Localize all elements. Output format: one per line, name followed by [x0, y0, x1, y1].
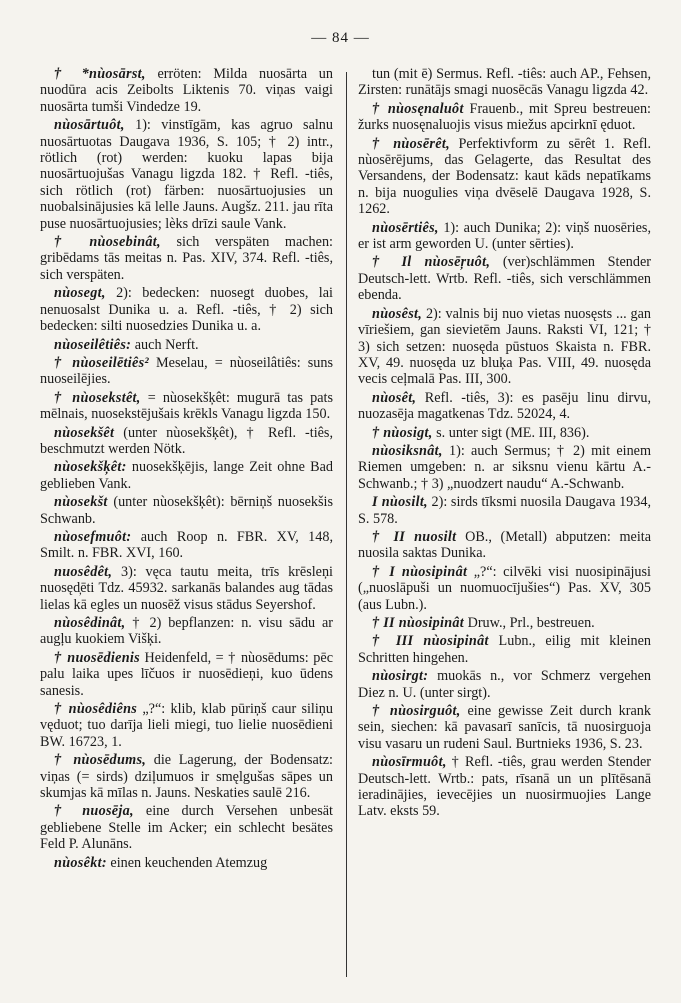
entry-headword: nùosārtuôt, [54, 117, 125, 134]
dictionary-entry [358, 494, 651, 527]
dictionary-entry [358, 615, 651, 631]
dictionary-entry [358, 220, 651, 253]
dictionary-entry [358, 390, 651, 423]
dictionary-entry [40, 390, 333, 423]
entry-definition: eine gewisse Zeit durch krank sein, siechen: kā pavasarī sanīcis, tā nuosirguoja visu vasaru un rudeni Saul. Burtnieks 1936, S. 23. [358, 703, 651, 752]
dictionary-entry [358, 136, 651, 218]
entry-headword: † nùosirguôt, [372, 703, 461, 720]
dictionary-entry [358, 425, 651, 441]
entry-definition: 2): bedecken: nuosegt duobes, lai nenuosalst Dunika u. a. Refl. -tiês, † 2) sich bedecken: silti nuosedzies Dunika u. a. [40, 285, 333, 335]
dictionary-entry [358, 754, 651, 820]
left-column [40, 66, 333, 873]
entry-headword: nùosefmuôt: [54, 528, 132, 545]
entry-headword: nùosekšķêt: [54, 459, 127, 476]
entry-definition: „?“: cilvēki visi nuosipinājusi („nuoslāpuši un nuomuocījušies“) Pas. XV, 305 (aus Lubn.). [358, 563, 651, 613]
entry-definition: Druw., Prl., bestreuen. [464, 615, 595, 631]
entry-headword: nùosērtiês, [372, 219, 439, 236]
dictionary-entry [40, 701, 333, 750]
entry-headword: † II nuosilt [372, 528, 457, 545]
column-divider [346, 72, 347, 977]
entry-headword: † nùosebinât, [54, 234, 161, 251]
dictionary-entry [40, 425, 333, 458]
entry-headword: nùosirgt: [372, 668, 429, 685]
dictionary-entry [40, 752, 333, 801]
dictionary-entry [40, 564, 333, 613]
entry-headword: † nuosēdienis [54, 649, 140, 666]
entry-definition: Heidenfeld, = † nùosēdums: pēc palu laika upes līčuos ir nuosēdieņi, kuo ūdens sanesis. [40, 649, 333, 699]
entry-headword: † nùosekstêt, [54, 389, 141, 406]
entry-definition: die Lagerung, der Bodensatz: viņas (= sirds) dziļumuos ir smęlgušas sāpes un skumjas kā mīlas n. Jauns. Neskaties saulē 216. [40, 752, 333, 802]
entry-headword: † nùosęnaluôt [372, 100, 464, 117]
dictionary-entry [358, 254, 651, 303]
dictionary-entry [358, 703, 651, 752]
dictionary-entry [358, 633, 651, 666]
dictionary-entry [40, 855, 333, 871]
entry-definition: Lubn., eilig mit kleinen Schritten hingehen. [358, 633, 651, 666]
entry-headword: † I nùosipinât [372, 563, 468, 580]
entry-definition: erröten: Milda nuosārta un nuodūra acis Zeibolts Liktenis 70. viņas vaigi nuosārta tumši Vindedze 19. [40, 66, 333, 115]
entry-definition: s. unter sigt (ME. III, 836). [432, 424, 590, 441]
dictionary-entry [40, 459, 333, 492]
entry-definition: muokās n., vor Schmerz vergehen Diez n. U. (unter sirgt). [358, 668, 651, 701]
dictionary-entry [40, 337, 333, 353]
entry-definition: 1): auch Dunika; 2): viņš nuosēries, er ist arm geworden U. (unter sērties). [358, 219, 651, 253]
entry-headword: † III nùosipinât [372, 633, 489, 650]
entry-definition: OB., (Metall) abputzen: meita nuosila saktas Dunika. [358, 528, 651, 562]
dictionary-entry [40, 529, 333, 562]
entry-definition: Frauenb., mit Spreu bestreuen: žurks nuosęnaluojis visus miežus apcirknī ęduot. [358, 100, 652, 134]
entry-definition: 1): vinstīgām, kas agruo salnu nuosārtuotas Daugava 1936, S. 105; † 2) intr., rötlich (rot) werden: kuoku lapas bija nuosārtuojušas Vanagu ligzda 182. † Refl. -tiês, sich rötlich (rot) färben: nuosārtuojusies un nuobalsinājusies kā lelle Jauns. Augšz. 211. jau rīta puse nuosārtuojusies; lèks drīzi saule Vank. [40, 117, 333, 232]
entry-headword: nùosekšêt [54, 424, 115, 441]
entry-headword: † nuosēja, [54, 803, 134, 820]
entry-headword: nùosiksnât, [372, 442, 443, 459]
entry-headword: nùosêt, [372, 389, 417, 406]
entry-definition: Perfektivform zu sērêt 1. Refl. nùosērējums, das Gelagerte, das Resultat des Versandens, der Bodensatz: kaut kāds nepatīkams n. bija nuogulies viņa dvēselē Daugava 1928, S. 1262. [358, 135, 651, 218]
dictionary-entry [40, 355, 333, 388]
dictionary-entry [40, 650, 333, 699]
entry-headword: nuosêdêt, [54, 563, 113, 580]
dictionary-entry [358, 306, 651, 388]
entry-definition: 2): valnis bij nuo vietas nuosęsts ... gan vīriešiem, gan sievietēm Jauns. Raksti VI, 121; † 3) sich setzen: nuosęda pūstuos Skaista n. FBR. XV, 49. nuosęda uz bluķa Pas. VIII, 49. nuosęda vecis ceļmalā Pas. III, 300. [358, 305, 651, 388]
entry-headword: † nùosēdums, [54, 752, 147, 769]
dictionary-entry [40, 803, 333, 852]
entry-headword: nùoseilêtiês: [54, 336, 132, 353]
dictionary-entry [40, 494, 333, 527]
entry-definition: 3): vęca tautu meita, trīs krēsleņi nuosęd̦ēti Tdz. 45932. sarkanās balandes aug tādas lielas kā egles un nuosēž visus stādus Seyershof. [40, 563, 333, 613]
entry-headword: nùosegt, [54, 285, 106, 302]
entry-definition: einen keuchenden Atemzug [106, 854, 268, 871]
entry-definition: Refl. -tiês, 3): es pasēju linu dirvu, nuozasēja magatkenas Tdz. 52024, 4. [358, 389, 651, 423]
dictionary-entry [358, 564, 651, 613]
page-number: — 84 — [311, 30, 370, 46]
entry-definition: auch Nerft. [131, 336, 199, 353]
entry-definition: (unter nùosekšķêt), † Refl. -tiês, beschmutzt werden Nötk. [40, 424, 333, 457]
entry-headword: I nùosilt, [372, 494, 428, 511]
entry-headword: † nùosêdiêns [54, 701, 138, 718]
dictionary-entry [40, 234, 333, 283]
dictionary-entry [358, 443, 651, 492]
entry-definition: † 2) bepflanzen: n. visu sādu ar augļu kuokiem Višķi. [40, 615, 333, 648]
entry-definition: Meselau, = nùoseilâtiês: suns nuoseilējies. [40, 354, 333, 388]
dictionary-entry [40, 285, 333, 334]
entry-headword: nùosêkt: [54, 854, 107, 871]
entry-definition: 1): auch Sermus; † 2) mit einem Riemen umgeben: n. ar siksnu vienu kārtu A.-Schwanb.; † 3) „nuodzert naudu“ A.-Schwanb. [358, 442, 651, 492]
dictionary-entry [40, 615, 333, 648]
entry-definition: (ver)schlämmen Stender Deutsch-lett. Wrtb. Refl. -tiês, sich verschlämmen ebenda. [358, 254, 651, 304]
entry-headword: nùosêst, [372, 305, 423, 322]
entry-headword: † nùoseilētiês² [54, 354, 149, 371]
entry-definition: nuosekšķējis, lange Zeit ohne Bad geblieben Vank. [40, 459, 333, 492]
right-column [358, 66, 651, 822]
dictionary-entry [358, 66, 651, 99]
entry-headword: † II nùosipinât [372, 615, 465, 631]
entry-headword: † nùosigt, [372, 424, 433, 441]
dictionary-entry [40, 66, 333, 115]
entry-definition: † Refl. -tiês, grau werden Stender Deutsch-lett. Wrtb.: pats, rīsanā un un plītēsanā ieradinājies, ievecējies un nuosirmuojies Lange Latv. eksts 59. [358, 754, 651, 820]
entry-definition: = nùosekšķêt: mugurā tas pats mēlnais, nuosekstējušais krēkls Vanagu ligzda 150. [40, 389, 334, 423]
entry-headword: nùosekšt [54, 494, 108, 511]
entry-headword: † Il nùosēŗuôt, [372, 254, 491, 271]
entry-definition: eine durch Versehen unbesät gebliebene Stelle im Acker; ein schlecht besätes Feld P. Alunāns. [40, 803, 333, 853]
dictionary-entry [40, 117, 333, 232]
entry-headword: nùosīrmuôt, [372, 754, 447, 771]
entry-definition: 2): sirds tīksmi nuosila Daugava 1934, S. 578. [358, 494, 651, 527]
entry-definition: sich verspäten machen: gribēdams tās meitas n. Pas. XIV, 374. Refl. -tiês, sich verspäten. [40, 234, 333, 283]
entry-definition: (unter nùosekšķêt): bērniņš nuosekšis Schwanb. [40, 494, 333, 527]
entry-definition: tun (mit ē) Sermus. Refl. -tiês: auch AP., Fehsen, Zirsten: runātājs smagi nuosēcās Vanagu ligzda 42. [358, 66, 651, 99]
entry-headword: † *nùosārst, [54, 66, 146, 82]
entry-definition: „?“: klib, klab pūriņš caur siliņu vęduot; tuo darīja lieli miegi, tuo lielie nuosēdieni BW. 16723, 1. [40, 701, 333, 750]
entry-headword: nùosêdinât, [54, 615, 126, 631]
dictionary-entry [358, 668, 651, 701]
entry-headword: † nùosērêt, [372, 135, 450, 152]
dictionary-entry [358, 101, 651, 134]
entry-definition: auch Roop n. FBR. XV, 148, Smilt. n. FBR. XVI, 160. [40, 528, 333, 562]
dictionary-entry [358, 529, 651, 562]
